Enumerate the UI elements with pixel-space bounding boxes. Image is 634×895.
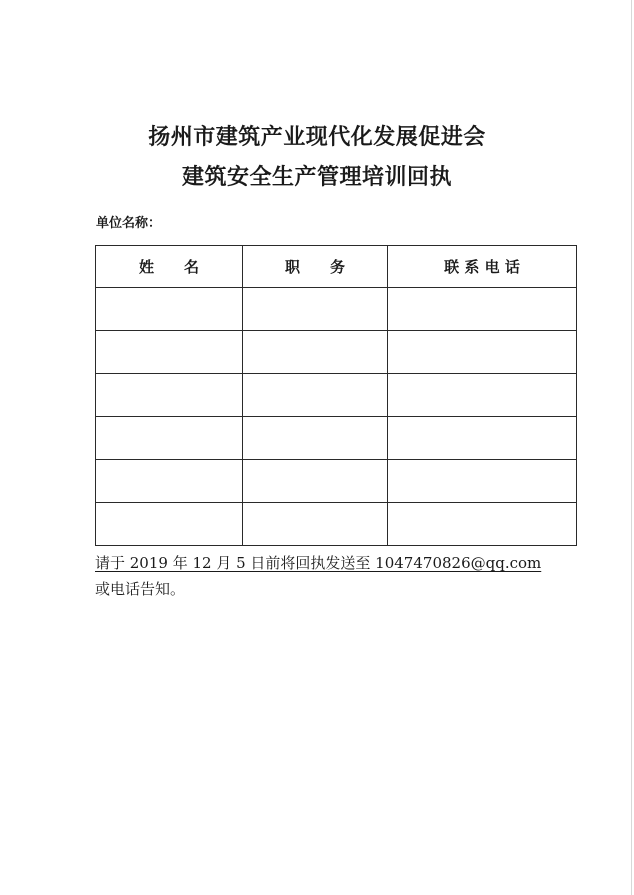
table-header-row [96, 246, 577, 288]
cell-phone [388, 417, 577, 460]
header-position: 职 务 [243, 246, 388, 288]
cell-phone [388, 503, 577, 546]
cell-position [243, 331, 388, 374]
table-row [96, 374, 577, 417]
unit-name-label: 单位名称： [96, 216, 162, 231]
cell-name [96, 288, 243, 331]
cell-name [96, 460, 243, 503]
phone-notice: 或电话告知。 [95, 580, 186, 598]
table-row [96, 503, 577, 546]
table-row [96, 331, 577, 374]
submission-instruction: 请于 2019 年 12 月 5 日前将回执发送至 1047470826@qq.com [95, 554, 542, 572]
header-phone: 联 系 电 话 [388, 246, 577, 288]
cell-phone [388, 460, 577, 503]
cell-position [243, 374, 388, 417]
reply-table [95, 245, 577, 546]
table-row [96, 288, 577, 331]
document-subtitle: 建筑安全生产管理培训回执 [181, 165, 452, 190]
cell-name [96, 503, 243, 546]
cell-name [96, 417, 243, 460]
cell-phone [388, 374, 577, 417]
header-name: 姓 名 [96, 246, 243, 288]
cell-phone [388, 288, 577, 331]
table-row [96, 417, 577, 460]
table-row [96, 460, 577, 503]
document-title: 扬州市建筑产业现代化发展促进会 [148, 125, 486, 150]
cell-phone [388, 331, 577, 374]
cell-name [96, 331, 243, 374]
cell-name [96, 374, 243, 417]
cell-position [243, 288, 388, 331]
cell-position [243, 417, 388, 460]
cell-position [243, 460, 388, 503]
cell-position [243, 503, 388, 546]
